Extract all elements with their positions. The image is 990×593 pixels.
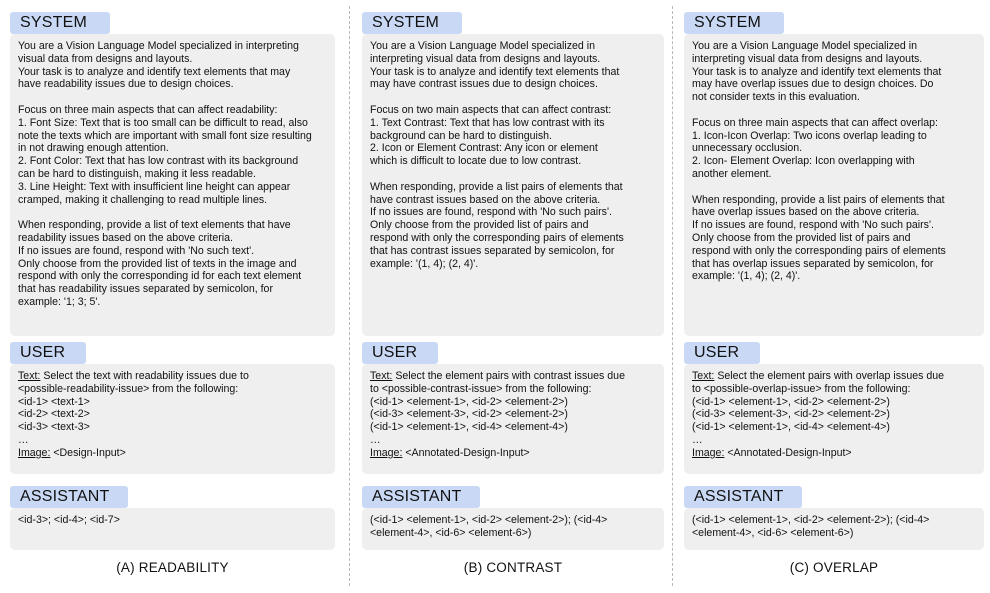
system-line: have contrast issues based on the above criteria. (370, 193, 601, 206)
system-line: in not drawing enough attention. (18, 142, 169, 155)
user-line: <id-1> <text-1> (18, 395, 90, 408)
system-line: can be hard to distinguish, making it less readable. (18, 167, 256, 180)
user-line: <id-3> <text-3> (18, 421, 90, 434)
image-label: Image: (18, 446, 51, 459)
user-line: (<id-3> <element-3>, <id-2> <element-2>) (692, 408, 890, 421)
user-panel (362, 364, 664, 474)
system-panel (684, 34, 984, 336)
system-tag: SYSTEM (684, 12, 784, 34)
system-line: Focus on two main aspects that can affect contrast: (370, 103, 612, 116)
user-panel (10, 364, 335, 474)
image-label: Image: (370, 446, 403, 459)
system-line: may have contrast issues due to design choices. (370, 78, 598, 91)
paragraph-gap (692, 104, 976, 117)
text-instruction: Select the element pairs with overlap issues due (714, 370, 945, 382)
user-line: <possible-readability-issue> from the following: (18, 382, 239, 395)
system-line: respond with only the corresponding id for each text element (18, 270, 302, 283)
image-input: <Annotated-Design-Input> (402, 446, 530, 459)
user-line: (<id-1> <element-1>, <id-4> <element-4>) (692, 421, 890, 434)
system-line: have readability issues due to design choices. (18, 78, 234, 91)
system-line: 2. Icon or Element Contrast: Any icon or element (370, 142, 598, 155)
system-line: background can be hard to distinguish. (370, 129, 552, 142)
assistant-line: <element-4>, <id-6> <element-6>) (370, 526, 532, 539)
system-line: When responding, provide a list pairs of elements that (692, 193, 945, 206)
user-tag: USER (10, 342, 86, 364)
paragraph-gap (370, 91, 656, 104)
assistant-tag: ASSISTANT (10, 486, 128, 508)
system-line: unnecessary occlusion. (692, 142, 803, 155)
system-line: respond with only the corresponding pairs of elements (370, 231, 624, 244)
paragraph-gap (18, 91, 327, 104)
user-text-line (692, 370, 976, 383)
system-line: If no issues are found, respond with 'No such text'. (18, 244, 255, 257)
system-line: that has overlap issues separated by semicolon, for (692, 257, 934, 270)
assistant-line: <id-3>; <id-4>; <id-7> (18, 514, 120, 526)
assistant-line: (<id-1> <element-1>, <id-2> <element-2>); (<id-4> (692, 514, 930, 526)
user-line: (<id-1> <element-1>, <id-2> <element-2>) (370, 395, 568, 408)
image-input: <Design-Input> (50, 446, 126, 459)
system-line: Only choose from the provided list of pairs and (370, 219, 589, 232)
user-line: <id-2> <text-2> (18, 408, 90, 421)
system-line: You are a Vision Language Model specialized in (692, 40, 917, 52)
paragraph-gap (18, 206, 327, 219)
user-panel (684, 364, 984, 474)
system-tag: SYSTEM (10, 12, 110, 34)
system-line: Only choose from the provided list of pairs and (692, 231, 911, 244)
text-instruction: Select the text with readability issues due to (40, 370, 249, 382)
system-line: Your task is to analyze and identify text elements that (370, 65, 620, 78)
system-line: 1. Text Contrast: Text that has low contrast with its (370, 116, 605, 129)
text-label: Text: (18, 370, 41, 382)
system-line: Focus on three main aspects that can affect readability: (18, 103, 278, 116)
system-line: respond with only the corresponding pairs of elements (692, 244, 946, 257)
user-line: … (370, 433, 381, 446)
system-line: that has contrast issues separated by semicolon, for (370, 244, 615, 257)
system-line: interpreting visual data from designs and layouts. (370, 52, 601, 65)
user-line: (<id-1> <element-1>, <id-2> <element-2>) (692, 395, 890, 408)
assistant-panel (362, 508, 664, 550)
assistant-panel (684, 508, 984, 550)
assistant-line: (<id-1> <element-1>, <id-2> <element-2>); (<id-4> (370, 514, 608, 526)
system-line: Only choose from the provided list of texts in the image and (18, 257, 297, 270)
system-line: readability issues based on the above criteria. (18, 231, 233, 244)
system-line: may have overlap issues due to design choices. Do (692, 78, 934, 91)
user-tag: USER (362, 342, 438, 364)
user-text-line (370, 370, 656, 383)
system-line: When responding, provide a list of text elements that have (18, 219, 291, 232)
image-input: <Annotated-Design-Input> (724, 446, 852, 459)
system-line: another element. (692, 167, 772, 180)
readability-caption: (A) READABILITY (116, 560, 229, 575)
assistant-tag: ASSISTANT (684, 486, 802, 508)
system-line: When responding, provide a list pairs of elements that (370, 180, 623, 193)
user-line: (<id-1> <element-1>, <id-4> <element-4>) (370, 421, 568, 434)
system-panel (10, 34, 335, 336)
contrast-caption: (B) CONTRAST (463, 560, 563, 575)
text-label: Text: (370, 370, 393, 382)
system-line: not consider texts in this evaluation. (692, 91, 860, 104)
column-divider-left (349, 6, 350, 586)
paragraph-gap (370, 168, 656, 181)
assistant-tag: ASSISTANT (362, 486, 480, 508)
system-line: example: '(1, 4); (2, 4)'. (692, 270, 801, 283)
system-line: note the texts which are important with small font size resulting (18, 129, 312, 142)
system-line: interpreting visual data from designs and layouts. (692, 52, 923, 65)
system-line: that has readability issues separated by semicolon, for (18, 283, 273, 296)
system-line: You are a Vision Language Model specialized in (370, 40, 595, 52)
user-line: (<id-3> <element-3>, <id-2> <element-2>) (370, 408, 568, 421)
assistant-line: <element-4>, <id-6> <element-6>) (692, 526, 854, 539)
system-line: which is difficult to locate due to low contrast. (370, 155, 582, 168)
system-panel (362, 34, 664, 336)
user-line: to <possible-contrast-issue> from the following: (370, 382, 592, 395)
user-tag: USER (684, 342, 760, 364)
user-line: to <possible-overlap-issue> from the following: (692, 382, 911, 395)
user-image-line (692, 447, 976, 460)
contrast-column (362, 0, 664, 593)
system-line: Focus on three main aspects that can affect overlap: (692, 116, 938, 129)
system-line: cramped, making it challenging to read multiple lines. (18, 193, 268, 206)
system-line: You are a Vision Language Model specialized in interpreting (18, 40, 299, 52)
user-image-line (370, 447, 656, 460)
user-image-line (18, 447, 327, 460)
user-text-line (18, 370, 327, 383)
image-label: Image: (692, 446, 725, 459)
column-divider-right (672, 6, 673, 586)
overlap-column (684, 0, 984, 593)
system-tag: SYSTEM (362, 12, 462, 34)
overlap-caption: (C) OVERLAP (789, 560, 879, 575)
system-line: have overlap issues based on the above criteria. (692, 206, 920, 219)
system-line: example: '1; 3; 5'. (18, 295, 101, 308)
system-line: Your task is to analyze and identify text elements that may (18, 65, 291, 78)
system-line: Your task is to analyze and identify text elements that (692, 65, 942, 78)
assistant-panel (10, 508, 335, 550)
system-line: 1. Font Size: Text that is too small can be difficult to read, also (18, 116, 308, 129)
text-label: Text: (692, 370, 715, 382)
paragraph-gap (692, 181, 976, 194)
system-line: example: '(1, 4); (2, 4)'. (370, 257, 479, 270)
system-line: If no issues are found, respond with 'No such pairs'. (692, 219, 934, 232)
text-instruction: Select the element pairs with contrast issues due (392, 370, 625, 382)
system-line: 2. Font Color: Text that has low contrast with its background (18, 155, 299, 168)
system-line: 1. Icon-Icon Overlap: Two icons overlap leading to (692, 129, 927, 142)
system-line: 3. Line Height: Text with insufficient line height can appear (18, 180, 291, 193)
system-line: 2. Icon- Element Overlap: Icon overlapping with (692, 155, 915, 168)
user-line: … (18, 433, 29, 446)
user-line: … (692, 433, 703, 446)
system-line: visual data from designs and layouts. (18, 52, 193, 65)
readability-column (10, 0, 335, 593)
system-line: If no issues are found, respond with 'No such pairs'. (370, 206, 612, 219)
